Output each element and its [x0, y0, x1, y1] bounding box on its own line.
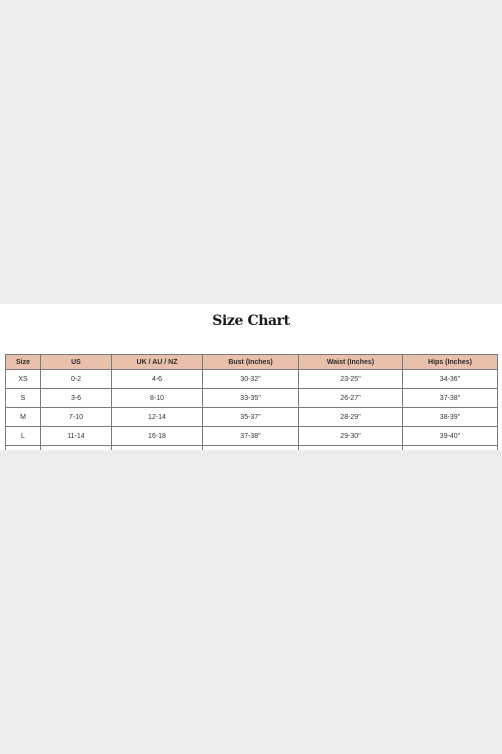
table-cell: 26-27"	[299, 389, 403, 408]
size-chart-sheet	[0, 304, 502, 450]
table-row	[6, 389, 498, 408]
table-cell	[403, 446, 498, 451]
size-table	[5, 354, 498, 450]
table-header-row	[6, 355, 498, 370]
table-cell	[112, 446, 203, 451]
table-cell: 8-10	[112, 389, 203, 408]
page-title: Size Chart	[212, 313, 290, 329]
column-header-bust: Bust (Inches)	[203, 355, 299, 370]
table-cell: 0-2	[41, 370, 112, 389]
table-cell: 11-14	[41, 427, 112, 446]
column-header-us: US	[41, 355, 112, 370]
table-cell	[41, 446, 112, 451]
table-cell: XS	[6, 370, 41, 389]
table-row	[6, 427, 498, 446]
table-cell: 37-38"	[203, 427, 299, 446]
table-row	[6, 408, 498, 427]
table-cell: 30-32"	[203, 370, 299, 389]
table-cell	[6, 446, 41, 451]
table-cell: 28-29"	[299, 408, 403, 427]
column-header-uk-au-nz: UK / AU / NZ	[112, 355, 203, 370]
table-cell	[299, 446, 403, 451]
table-cell: 16-18	[112, 427, 203, 446]
column-header-waist: Waist (Inches)	[299, 355, 403, 370]
table-row	[6, 446, 498, 451]
column-header-hips: Hips (Inches)	[403, 355, 498, 370]
table-cell: L	[6, 427, 41, 446]
table-cell	[203, 446, 299, 451]
table-cell: 38-39"	[403, 408, 498, 427]
table-cell: M	[6, 408, 41, 427]
table-cell: 39-40"	[403, 427, 498, 446]
table-cell: 29-30"	[299, 427, 403, 446]
table-cell: 37-38"	[403, 389, 498, 408]
table-cell: 23-25"	[299, 370, 403, 389]
table-row	[6, 370, 498, 389]
table-cell: 33-35"	[203, 389, 299, 408]
table-cell: 4-6	[112, 370, 203, 389]
table-cell: 12-14	[112, 408, 203, 427]
column-header-size: Size	[6, 355, 41, 370]
table-cell: 3-6	[41, 389, 112, 408]
table-cell: 35-37"	[203, 408, 299, 427]
table-cell: 7-10	[41, 408, 112, 427]
table-cell: S	[6, 389, 41, 408]
table-cell: 34-36"	[403, 370, 498, 389]
